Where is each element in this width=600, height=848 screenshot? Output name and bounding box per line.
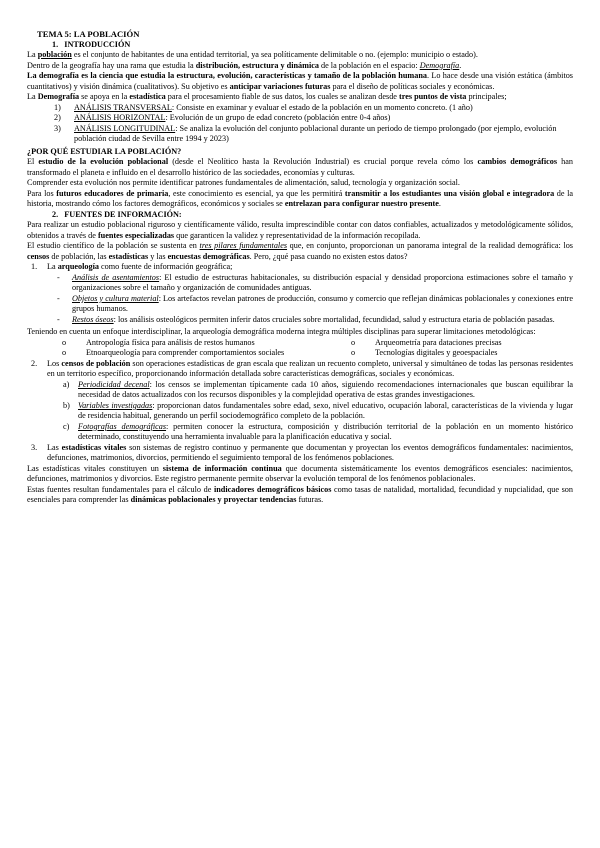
section-title: INTRODUCCIÓN <box>64 39 131 49</box>
list-item: o Tecnologías digitales y geoespaciales <box>351 348 498 357</box>
disciplines-grid <box>27 338 573 359</box>
list-item: - Objetos y cultura material: Los artefactos revelan patrones de producción, consumo y comercio que reflejan dinámicas poblacionales y conexiones entre grupos humanos. <box>57 293 573 313</box>
term-poblacion: población <box>37 50 72 59</box>
paragraph-fuentes-2: El estudio científico de la población se sustenta en tres pilares fundamentales que, en conjunto, proporcionan un panorama integral de la realidad demográfica: los censos de población, las estadísticas y las encuestas demográficas. Pero, ¿qué pasa cuando no existen estos datos? <box>27 241 573 261</box>
list-item: a) Periodicidad decenal: los censos se implementan típicamente cada 10 años, siguiendo recomendaciones internacionales que buscan equilibrar la necesidad de datos actualizados con los recursos disponibles y la complejidad operativa de estas grandes investigaciones. <box>63 379 573 399</box>
term-demografia: Demografía <box>419 60 460 70</box>
paragraph-final-1: Las estadísticas vitales constituyen un sistema de información continua que documenta sistemáticamente los eventos demográficos esenciales: nacimientos, defunciones, matrimonios y divorcios. Este registro permanente permite observar la evolución temporal de los fenómenos poblacionales. <box>27 463 573 483</box>
document-title: TEMA 5: LA POBLACIÓN <box>37 29 140 39</box>
list-item: o Etnoarqueología para comprender comportamientos sociales <box>62 348 285 357</box>
paragraph-why-1: El estudio de la evolución poblacional (desde el Neolítico hasta la Revolución Industrial) es crucial porque revela cómo los cambios demográficos han transformado el planeta e influido en el desarrollo histórico de las sociedades, economías y culturas. <box>27 157 574 177</box>
list-item: o Antropología física para análisis de restos humanos <box>62 337 255 347</box>
paragraph-why-3: Para los futuros educadores de primaria, este conocimiento es esencial, ya que les permitirá transmitir a los estudiantes una visión global e integradora de la historia, mostrando cómo los factores demográficos, económicos y sociales se entrelazan para configurar nuestro presente. <box>27 188 573 208</box>
list-item: 2) ANÁLISIS HORIZONTAL: Evolución de un grupo de edad concreto (población entre 0-4 años) <box>54 113 391 122</box>
list-item: b) Variables investigadas: proporcionan datos fundamentales sobre edad, sexo, nivel educativo, ocupación laboral, características de la vivienda y lugar de residencia habitual, generando un perfil sociodemográfico completo de la población. <box>63 400 573 420</box>
list-item-estadisticas: 3. Las estadísticas vitales son sistemas de registro continuo y permanente que documentan y proyectan los eventos demográficos fundamentales: nacimientos, defunciones, matrimonios, divorcios, permitiendo el seguimiento temporal de los fenómenos poblaciones. <box>31 442 574 462</box>
list-item-censos: 2. Los censos de población son operaciones estadísticas de gran escala que realizan un recuento completo, universal y simultáneo de todas las personas residentes en un territorio específico, proporcionando información detallada sobre características demográficas, sociales y económicas. <box>31 358 574 378</box>
paragraph-demografia: Dentro de la geografía hay una rama que estudia la distribución, estructura y dinámica de la población en el espacio: Demografía. La demografía es la ciencia que estudia la estructura, evolución, características y tamaño de la población humana. Lo hace desde una visión estática (ámbitos cuantitativos) y visión dinámica (cualitativos). Su objetivo es anticipar variaciones futuras para el diseño de políticas sociales y económicas. <box>27 60 573 91</box>
list-item-arqueologia: 1. La arqueología como fuente de información geográfica; <box>31 262 233 271</box>
paragraph-fuentes-1: Para realizar un estudio poblacional riguroso y científicamente válido, resulta imprescindible contar con datos confiables, actualizados y metodológicamente sólidos, obtenidos a través de fuentes especializadas que garanticen la validez y representatividad de la información recopilada. <box>27 220 573 240</box>
analysis-list <box>27 103 573 145</box>
paragraph-why-2: Comprender esta evolución nos permite identificar patrones fundamentales de alimentación, salud, tecnología y organización social. <box>27 178 460 187</box>
list-item: 1) ANÁLISIS TRANSVERSAL: Consiste en examinar y evaluar el estado de la población en un momento concreto. (1 año) <box>54 102 473 112</box>
section-heading-why: ¿POR QUÉ ESTUDIAR LA POBLACIÓN? <box>27 146 182 156</box>
paragraph-interdisciplinar: Teniendo en cuenta un enfoque interdisciplinar, la arqueología demográfica moderna integra múltiples disciplinas para superar limitaciones metodológicas: <box>27 327 536 336</box>
section-heading-fuentes: 2. FUENTES DE INFORMACIÓN: <box>52 209 182 219</box>
list-item: o Arqueometría para dataciones precisas <box>351 337 502 347</box>
paragraph-definition-poblacion: La población es el conjunto de habitantes de una entidad territorial, ya sea políticamente delimitable o no. (ejemplo: municipio o estado). <box>27 50 478 59</box>
list-item: 3) ANÁLISIS LONGITUDINAL: Se analiza la evolución del conjunto poblacional durante un periodo de tiempo prolongado (por ejemplo, evolución población ciudad de Sevilla entre 1994 y 2023) <box>54 123 557 143</box>
section-heading-introduccion <box>52 40 573 51</box>
list-item: - Restos óseos: los análisis osteológicos permiten inferir datos cruciales sobre mortalidad, fecundidad, salud y estructura etaria de población pasadas. <box>57 314 555 324</box>
list-item: c) Fotografías demográficas: permiten conocer la estructura, composición y distribución territorial de la población en un momento histórico determinado, constituyendo una herramienta invaluable para la planificación educativa y social. <box>63 421 573 441</box>
paragraph-final-2: Estas fuentes resultan fundamentales para el cálculo de indicadores demográficos básicos como tasas de natalidad, mortalidad, fecundidad y nupcialidad, que son esenciales para comprender las dinámicas poblacionales y proyectar tendencias futuras. <box>27 484 573 504</box>
paragraph-estadistica: La Demografía se apoya en la estadística para el procesamiento fiable de sus datos, los cuales se analizan desde tres puntos de vista principales; <box>27 92 507 101</box>
section-number: 1. <box>52 39 59 49</box>
list-item: - Análisis de asentamientos: El estudio de estructuras habitacionales, su distribución espacial y densidad proporciona estimaciones sobre el tamaño y organizaciones sobre el tamaño y organización de comunidades antiguas. <box>57 272 573 292</box>
